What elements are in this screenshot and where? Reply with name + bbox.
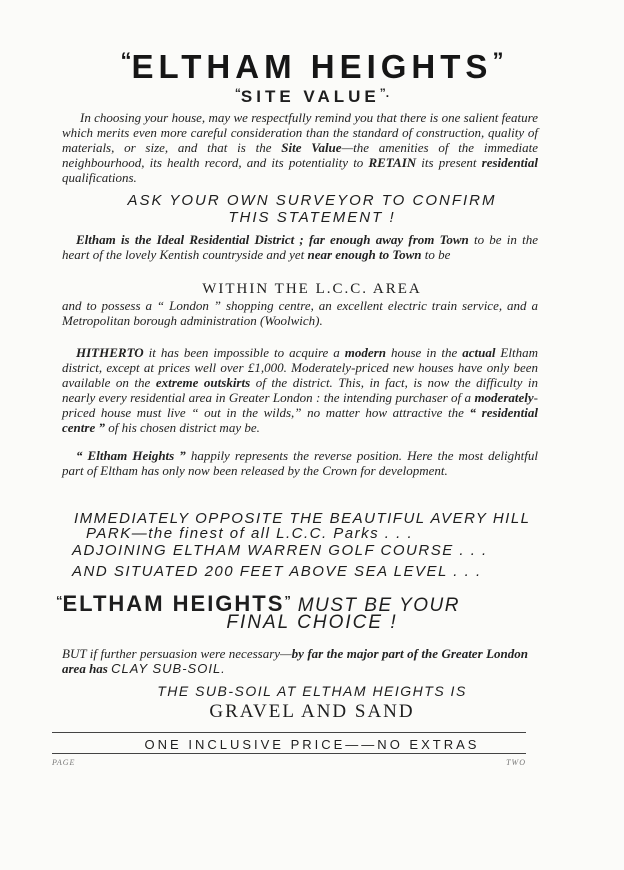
page-label: PAGE xyxy=(52,758,76,767)
final-choice-line-2: FINAL CHOICE ! xyxy=(226,612,398,633)
subtitle-open-quote: “ xyxy=(234,86,241,100)
inclusive-price: ONE INCLUSIVE PRICE——NO EXTRAS xyxy=(144,737,480,752)
reverse-position-paragraph: “ Eltham Heights ” happily represents the reverse position. Here the most delightful part of Eltham has only now been released by the Crown for development. xyxy=(62,448,538,478)
title-text: ELTHAM HEIGHTS xyxy=(131,48,493,85)
title-open-quote: “ xyxy=(120,48,132,73)
residential-emphasis: residential xyxy=(481,155,538,170)
shopping-paragraph: and to possess a “ London ” shopping centre, an excellent electric train service, and a Metropolitan borough administration (Woolwich). xyxy=(62,298,538,328)
page-number: TWO xyxy=(506,758,526,767)
feature-golf-course: ADJOINING ELTHAM WARREN GOLF COURSE . . . xyxy=(72,542,488,559)
ask-surveyor-line-1: ASK YOUR OWN SURVEYOR TO CONFIRM xyxy=(127,192,497,209)
subtitle-text: SITE VALUE xyxy=(240,87,380,106)
clay-subsoil-paragraph: BUT if further persuasion were necessary—by far the major part of the Greater London area has CLAY SUB-SOIL. xyxy=(62,646,528,676)
choice-name: ELTHAM HEIGHTS xyxy=(62,591,285,616)
final-choice-line-1: “ELTHAM HEIGHTS” MUST BE YOUR xyxy=(56,591,460,616)
feature-avery-hill-2: PARK—the finest of all L.C.C. Parks . . . xyxy=(86,525,414,542)
subsoil-heading: THE SUB-SOIL AT ELTHAM HEIGHTS IS xyxy=(157,683,467,699)
within-lcc-heading: WITHIN THE L.C.C. AREA xyxy=(202,281,422,297)
title-close-quote: ” xyxy=(492,48,504,73)
site-value-emphasis: Site Value xyxy=(281,140,342,155)
feature-avery-hill-1: IMMEDIATELY OPPOSITE THE BEAUTIFUL AVERY HILL xyxy=(74,510,531,527)
retain-emphasis: RETAIN xyxy=(368,155,417,170)
ideal-district-paragraph: Eltham is the Ideal Residential District ; far enough away from Town to be in the heart of the lovely Kentish countryside and yet near enough to Town to be xyxy=(62,232,538,262)
footer-rule-bottom xyxy=(52,753,526,754)
ask-surveyor-line-2: THIS STATEMENT ! xyxy=(228,209,396,226)
hitherto-paragraph: HITHERTO it has been impossible to acquire a modern house in the actual Eltham district, except at prices well over £1,000. Moderately-priced new houses have only been available on the extreme outskirts of the district. This, in fact, is now the difficulty in nearly every residential area in Greater London : the intending purchaser of a moderately-priced house must live “ out in the wilds,” no matter how attractive the “ residential centre ” of his chosen district may be. xyxy=(62,345,538,435)
page-title xyxy=(0,48,624,86)
page-subtitle xyxy=(0,86,624,107)
subtitle-close-quote: ”. xyxy=(379,86,390,100)
gravel-and-sand: GRAVEL AND SAND xyxy=(209,701,415,722)
footer-rule-top xyxy=(52,732,526,733)
feature-sea-level: AND SITUATED 200 FEET ABOVE SEA LEVEL . . . xyxy=(72,563,482,580)
intro-paragraph: In choosing your house, may we respectfully remind you that there is one salient feature which merits even more careful consideration than the standard of construction, quality of materials, or size, and that is the Site Value—the amenities of the immediate neighbourhood, its health record, and its potentiality to RETAIN its present residential qualifications. xyxy=(62,110,538,185)
